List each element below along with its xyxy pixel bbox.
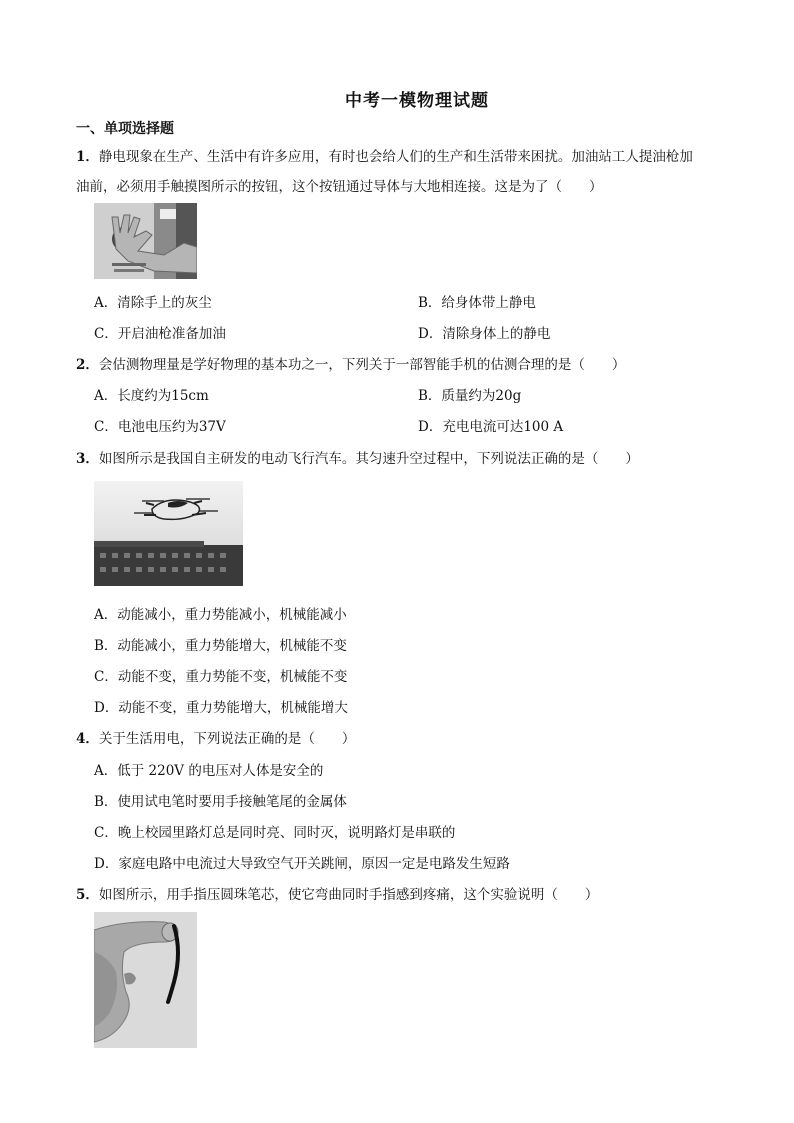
question-1-text-1: 静电现象在生产、生活中有许多应用，有时也会给人们的生产和生活带来困扰。加油站工人提油枪加 bbox=[98, 149, 693, 165]
q4-option-a: A．低于 220V 的电压对人体是安全的 bbox=[94, 763, 324, 779]
q4-option-d: D．家庭电路中电流过大导致空气开关跳闸，原因一定是电路发生短路 bbox=[94, 856, 510, 872]
q4-option-c: C．晚上校园里路灯总是同时亮、同时灭，说明路灯是串联的 bbox=[94, 825, 456, 841]
q1-option-a: A．清除手上的灰尘 bbox=[94, 295, 212, 311]
question-1-line-2: 油前，必须用手触摸图所示的按钮，这个按钮通过导体与大地相连接。这是为了（ ） bbox=[76, 179, 603, 195]
question-2-number: 2． bbox=[76, 357, 99, 373]
page-title: 中考一模物理试题 bbox=[345, 91, 489, 111]
question-5-number: 5． bbox=[76, 887, 99, 903]
q1-option-d: D．清除身体上的静电 bbox=[418, 326, 551, 342]
q1-option-c: C．开启油枪准备加油 bbox=[94, 326, 226, 342]
question-2-line-1 bbox=[76, 353, 625, 373]
q2-option-b: B．质量约为20g bbox=[418, 388, 522, 404]
q1-option-b: B．给身体带上静电 bbox=[418, 295, 536, 311]
question-4-line-1 bbox=[76, 727, 355, 747]
question-2-text-1: 会估测物理量是学好物理的基本功之一，下列关于一部智能手机的估测合理的是（ ） bbox=[98, 357, 626, 373]
q3-option-a: A．动能减小，重力势能减小，机械能减小 bbox=[94, 607, 347, 623]
q2-option-d: D．充电电流可达100 A bbox=[418, 419, 564, 435]
figure-finger-pressing-pen-refill bbox=[94, 912, 197, 1048]
figure-flying-car bbox=[94, 481, 243, 586]
question-3-text-1: 如图所示是我国自主研发的电动飞行汽车。其匀速升空过程中，下列说法正确的是（ ） bbox=[98, 451, 639, 467]
question-3-number: 3． bbox=[76, 451, 99, 467]
q2-option-a: A．长度约为15cm bbox=[94, 388, 209, 404]
question-5-line-1 bbox=[76, 883, 598, 903]
q3-option-c: C．动能不变，重力势能不变，机械能不变 bbox=[94, 669, 348, 685]
q3-option-b: B．动能减小，重力势能增大，机械能不变 bbox=[94, 638, 347, 654]
q3-option-d: D．动能不变，重力势能增大，机械能增大 bbox=[94, 700, 348, 716]
figure-static-discharge-button bbox=[94, 203, 197, 279]
question-4-text-1: 关于生活用电，下列说法正确的是（ ） bbox=[98, 731, 356, 747]
section-heading: 一、单项选择题 bbox=[76, 121, 174, 137]
question-5-text-1: 如图所示，用手指压圆珠笔芯，使它弯曲同时手指感到疼痛，这个实验说明（ ） bbox=[98, 887, 599, 903]
question-4-number: 4． bbox=[76, 731, 99, 747]
question-1-number: 1． bbox=[76, 149, 99, 165]
question-3-line-1 bbox=[76, 447, 639, 467]
q4-option-b: B．使用试电笔时要用手接触笔尾的金属体 bbox=[94, 794, 347, 810]
q2-option-c: C．电池电压约为37V bbox=[94, 419, 226, 435]
question-1-line-1 bbox=[76, 145, 693, 165]
